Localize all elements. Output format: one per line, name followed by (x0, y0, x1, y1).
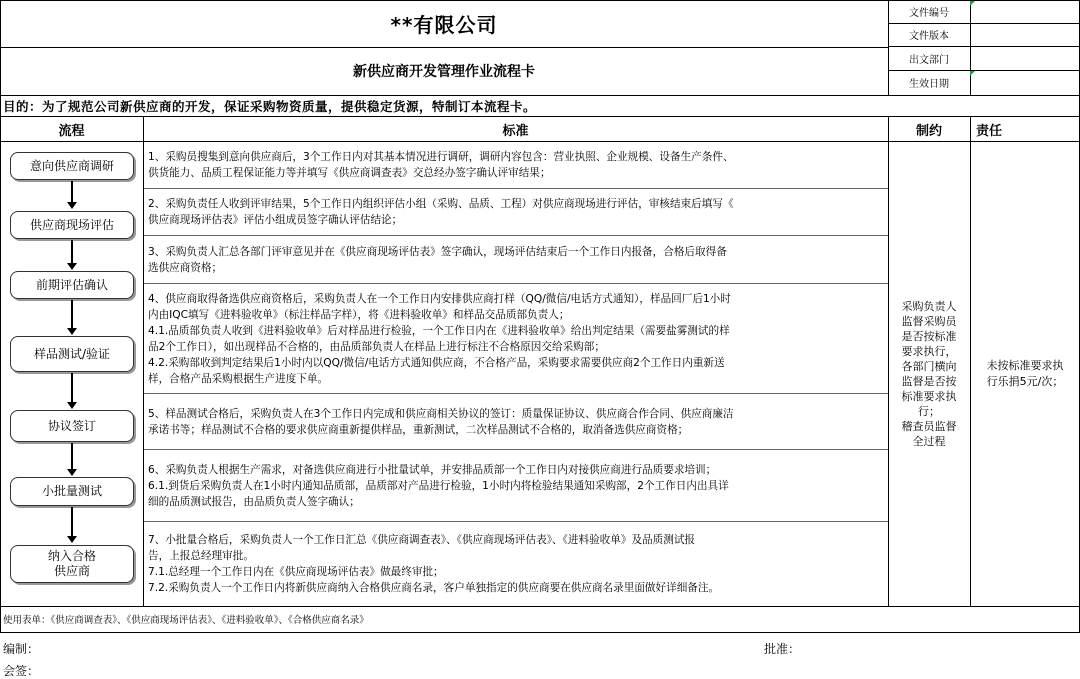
cell-indicator-icon (970, 71, 975, 76)
meta-value-issuing-dept (970, 47, 1080, 70)
constraint-line: 行； (918, 404, 940, 418)
standard-step-6 (144, 450, 888, 521)
meta-label-issuing-dept: 出文部门 (909, 55, 949, 66)
divider (0, 632, 1080, 633)
responsibility-line: 行乐捐5元/次； (986, 374, 1064, 388)
flow-step-qualified-supplier (10, 545, 134, 583)
signature-prepared-label: 编制： (3, 642, 40, 656)
signature-countersign-label: 会签： (3, 664, 40, 678)
constraint-cell (888, 141, 970, 606)
step-line: 6、采购负责人根据生产需求，对备选供应商进行小批量试单，并安排品质部一个工作日内对接供应商进行品质要求培训； (148, 463, 717, 476)
step-line: 供货能力、品质工程保证能力等并填写《供应商调查表》交总经办签字确认评审结果； (148, 167, 551, 179)
standard-step-2 (144, 189, 888, 235)
meta-value-effective-date (970, 71, 1080, 94)
meta-label-doc-version: 文件版本 (909, 31, 949, 42)
step-line: 供应商现场评估表》评估小组成员签字确认评估结论； (148, 214, 403, 226)
arrow-down-icon (71, 443, 73, 470)
flow-step-label-line: 供应商 (53, 564, 90, 578)
constraint-line: 是否按标准 (901, 329, 957, 343)
column-header-constraint: 制约 (915, 123, 942, 139)
constraint-line: 全过程 (912, 434, 946, 448)
arrow-down-icon (71, 507, 73, 537)
company-name: **有限公司 (390, 13, 498, 37)
step-line: 细的品质测试报告，由品质负责人签字确认； (148, 495, 360, 508)
column-header-responsibility: 责任 (976, 123, 1003, 139)
responsibility-cell (970, 141, 1080, 606)
step-line: 1、采购员搜集到意向供应商后，3个工作日内对其基本情况进行调研，调研内容包含：营业执照、企业规模、设备生产条件、 (148, 151, 734, 163)
step-line: 7、小批量合格后，采购负责人一个工作日汇总《供应商调查表》、《供应商现场评估表》、《进料验收单》及品质测试报 (148, 534, 696, 546)
step-line: 选供应商资格； (148, 261, 223, 274)
forms-used: 使用表单：《供应商调查表》、《供应商现场评估表》、《进料验收单》、《合格供应商名录》 (3, 615, 369, 626)
constraint-line: 要求执行， (901, 344, 957, 358)
constraint-line: 采购负责人 (901, 299, 957, 313)
flow-step-preliminary-confirmation: 前期评估确认 (10, 271, 134, 299)
constraint-line: 监督采购员 (901, 314, 957, 328)
constraint-line: 各部门横向 (901, 359, 957, 373)
flow-step-sample-testing: 样品测试/验证 (10, 336, 134, 372)
step-line: 3、采购负责人汇总各部门评审意见并在《供应商现场评估表》签字确认，现场评估结束后一个工作日内报备，合格后取得备 (148, 245, 727, 258)
standard-step-5 (144, 394, 888, 449)
step-line: 5、样品测试合格后，采购负责人在3个工作日内完成和供应商相关协议的签订：质量保证协议、供应商合作合同、供应商廉洁 (148, 407, 734, 420)
arrow-down-icon (71, 373, 73, 403)
step-line: 内由IQC填写《进料验收单》（标注样品字样），将《进料验收单》和样品交品质部负责人； (148, 308, 570, 321)
arrow-down-icon (71, 240, 73, 264)
step-line: 告，上报总经理审批。 (148, 550, 254, 562)
step-line: 7.2.采购负责人一个工作日内将新供应商纳入合格供应商名录，客户单独指定的供应商要在供应商名录里面做好详细备注。 (148, 582, 720, 594)
meta-value-doc-number (970, 0, 1080, 23)
standard-step-3 (144, 236, 888, 283)
meta-label-doc-number: 文件编号 (909, 8, 949, 19)
purpose-statement: 目的：为了规范公司新供应商的开发，保证采购物资质量，提供稳定货源，特制订本流程卡。 (3, 98, 537, 114)
step-line: 4、供应商取得备选供应商资格后，采购负责人在一个工作日内安排供应商打样（QQ/微信/电话方式通知），样品回厂后1小时 (148, 292, 731, 305)
step-line: 承诺书等；样品测试不合格的要求供应商重新提供样品，重新测试，二次样品测试不合格的，取消备选供应商资格； (148, 423, 689, 436)
step-line: 样，合格产品采购根据生产进度下单。 (148, 372, 329, 385)
column-header-flow: 流程 (58, 123, 85, 139)
column-header-standard: 标准 (502, 123, 529, 139)
responsibility-line: 未按标准要求执 (986, 358, 1064, 372)
meta-value-doc-version (970, 23, 1080, 46)
flow-step-agreement-signing: 协议签订 (10, 410, 134, 442)
step-line: 7.1.总经理一个工作日内在《供应商现场评估表》做最终审批； (148, 566, 444, 578)
standard-step-7 (144, 522, 888, 606)
step-line: 4.1.品质部负责人收到《进料验收单》后对样品进行检验，一个工作日内在《进料验收单》给出判定结果（需要盐雾测试的样 (148, 324, 730, 337)
arrow-down-icon (71, 181, 73, 203)
constraint-line: 稽查员监督 (901, 419, 957, 433)
flow-step-label-line: 纳入合格 (47, 549, 96, 563)
cell-indicator-icon (970, 1, 975, 6)
step-line: 品2个工作日），如出现样品不合格的，由品质部负责人在样品上进行标注不合格原因交给采购部； (148, 340, 605, 353)
flow-step-small-batch-test: 小批量测试 (10, 477, 134, 506)
standard-step-1 (144, 142, 888, 188)
constraint-line: 标准要求执 (901, 389, 957, 403)
step-line: 4.2.采购部收到判定结果后1小时内以QQ/微信/电话方式通知供应商，不合格产品，采购要求需要供应商2个工作日内重新送 (148, 356, 725, 369)
flow-step-supplier-survey: 意向供应商调研 (10, 152, 134, 180)
signature-approved-label: 批准： (764, 642, 801, 656)
constraint-line: 监督是否按 (901, 374, 957, 388)
meta-label-effective-date: 生效日期 (909, 79, 949, 90)
flow-step-onsite-evaluation: 供应商现场评估 (10, 211, 134, 239)
card-title: 新供应商开发管理作业流程卡 (353, 64, 535, 80)
step-line: 6.1.到货后采购负责人在1小时内通知品质部，品质部对产品进行检验，1小时内将检验结果通知采购部，2个工作日内出具详 (148, 479, 729, 492)
standard-step-4 (144, 284, 888, 393)
step-line: 2、采购负责任人收到评审结果，5个工作日内组织评估小组（采购、品质、工程）对供应商现场进行评估，审核结束后填写《 (148, 198, 734, 210)
arrow-down-icon (71, 300, 73, 329)
